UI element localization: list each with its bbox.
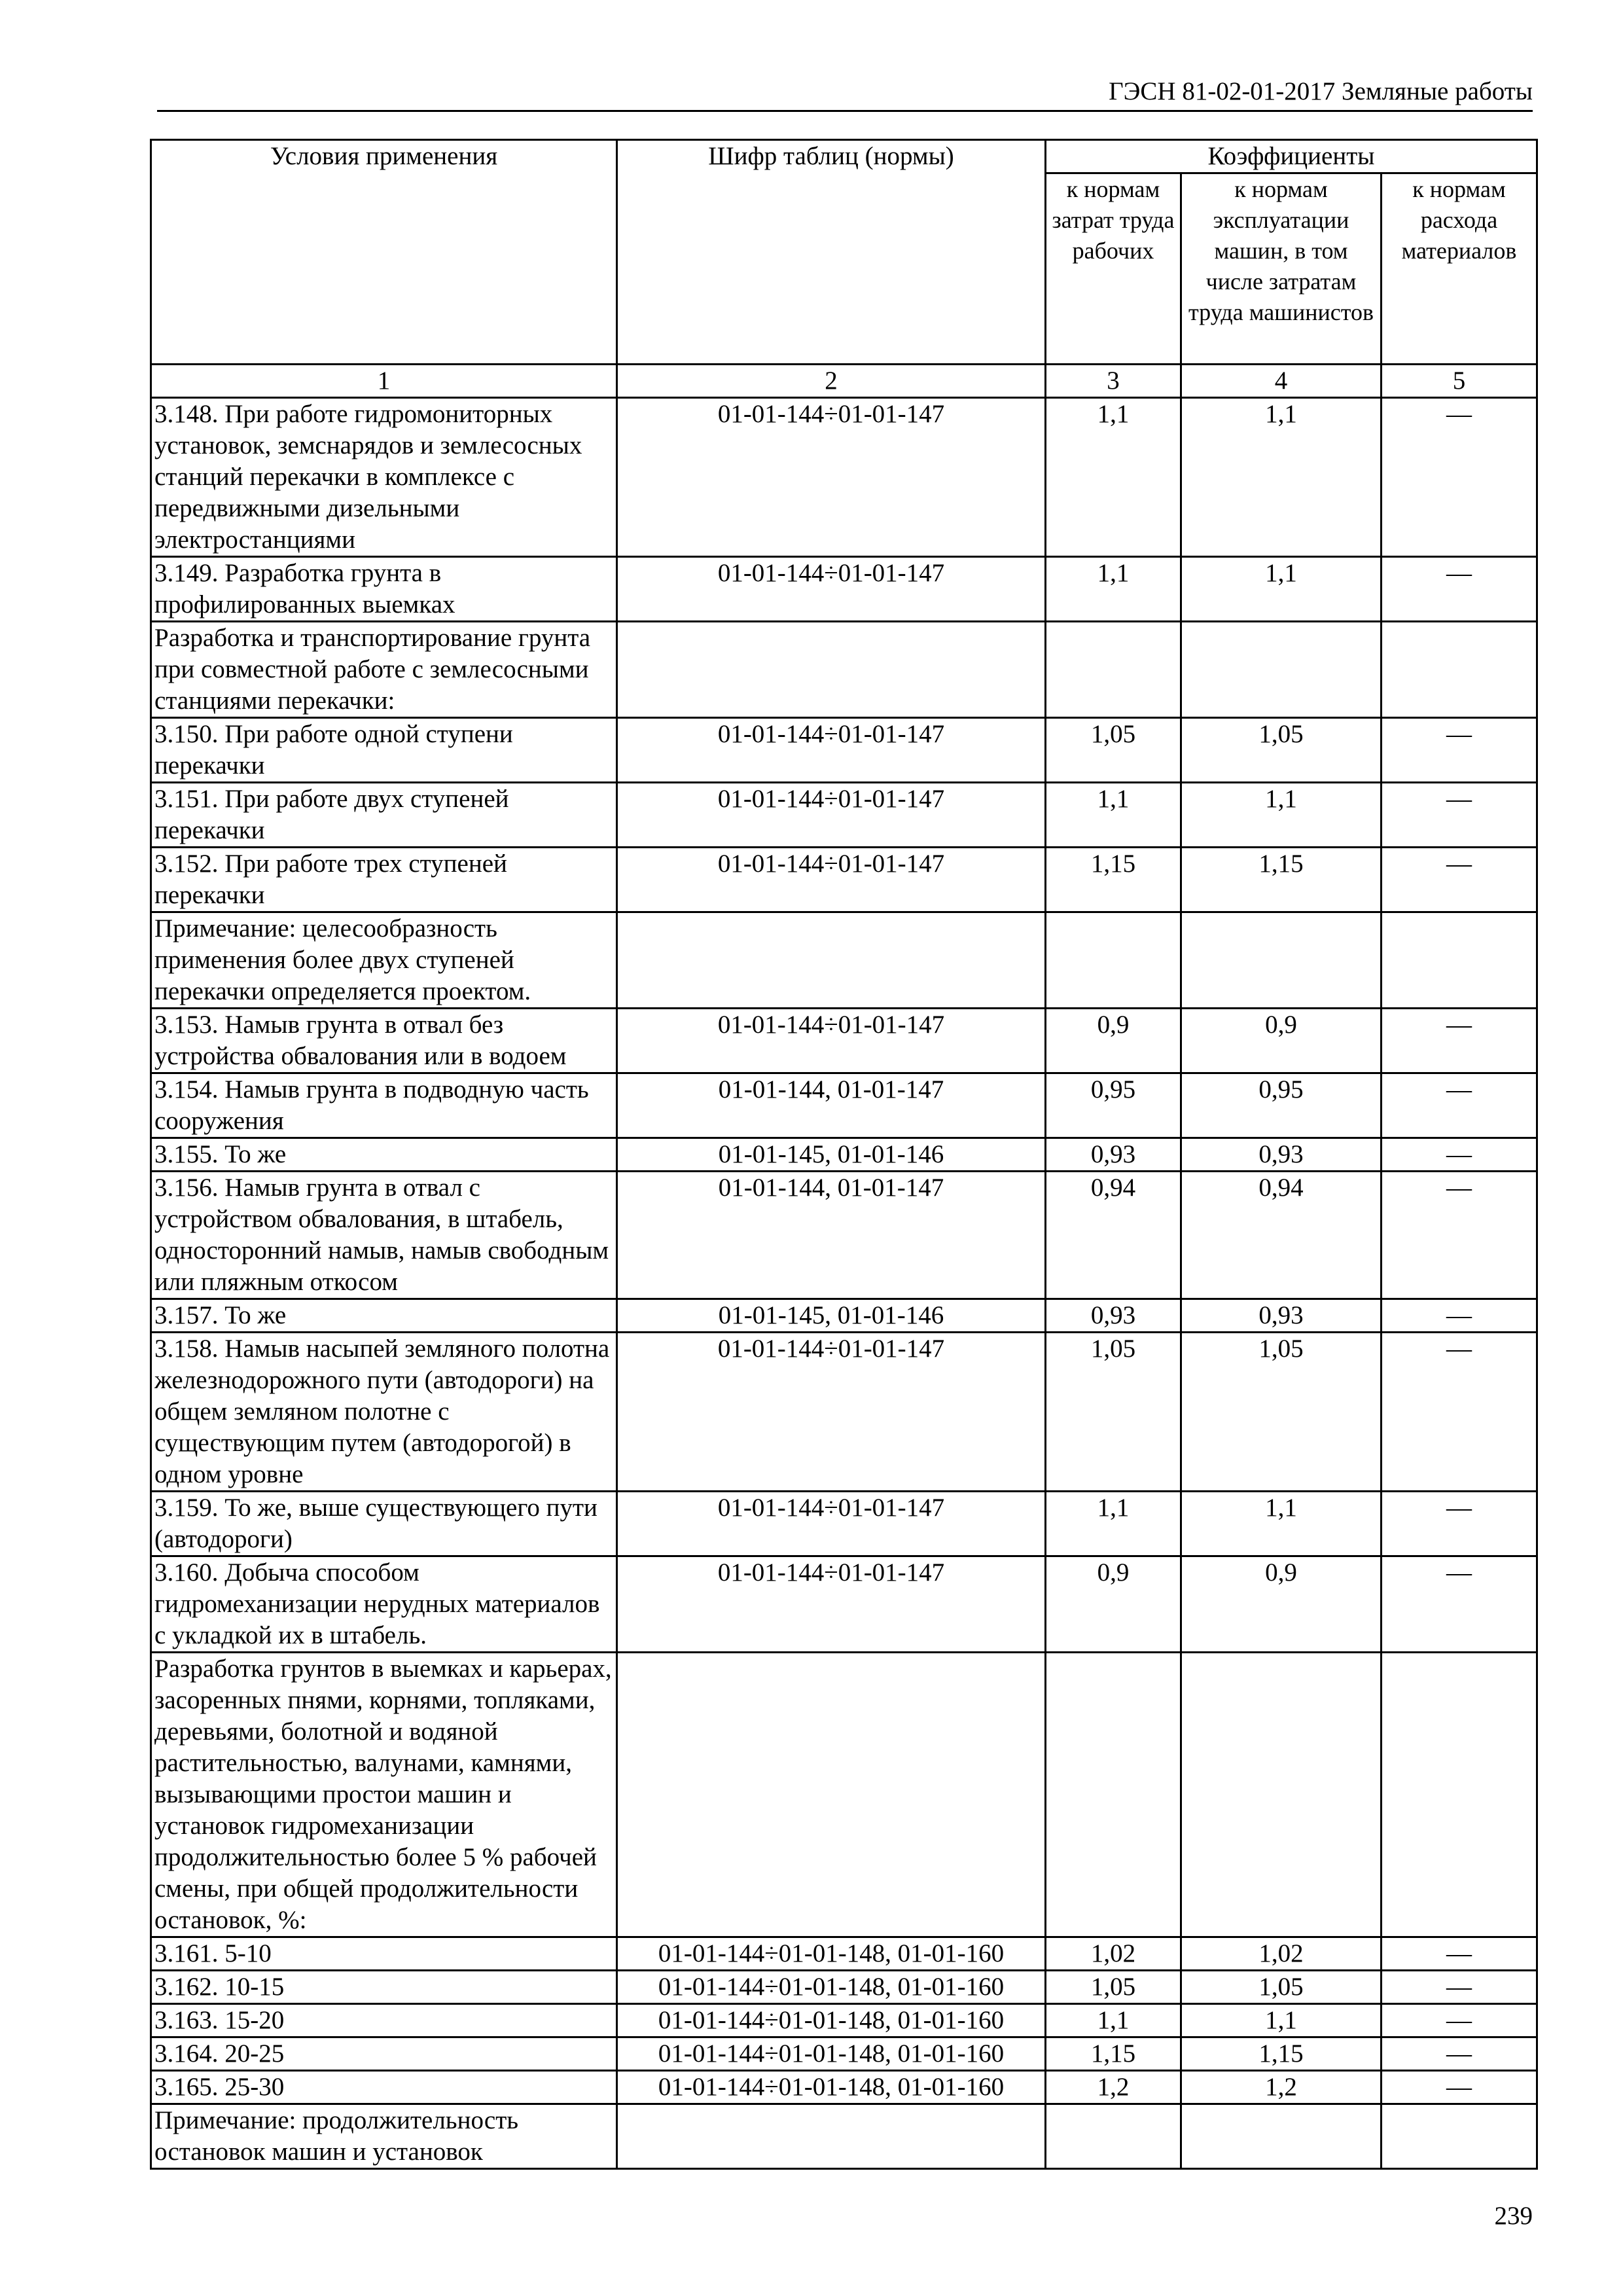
table-row [151, 1937, 1537, 1971]
code-cell: 01-01-145, 01-01-146 [617, 1138, 1046, 1172]
materials-coefficient-cell: — [1382, 1492, 1537, 1556]
materials-coefficient-cell: — [1382, 1556, 1537, 1653]
code-cell: 01-01-144÷01-01-147 [617, 1556, 1046, 1653]
labor-coefficient-cell: 1,05 [1046, 718, 1181, 783]
machines-coefficient-cell: 1,02 [1181, 1937, 1382, 1971]
table-row [151, 1492, 1537, 1556]
materials-coefficient-cell: — [1382, 1073, 1537, 1138]
page-number: 239 [1494, 2202, 1533, 2230]
machines-coefficient-cell [1181, 2104, 1382, 2169]
materials-coefficient-cell: — [1382, 2037, 1537, 2071]
code-cell: 01-01-144÷01-01-147 [617, 848, 1046, 912]
machines-coefficient-cell [1181, 912, 1382, 1009]
condition-cell: 3.160. Добыча способом гидромеханизации нерудных материалов с укладкой их в штабель. [151, 1556, 617, 1653]
machines-coefficient-cell: 0,9 [1181, 1556, 1382, 1653]
table-body [151, 365, 1537, 2169]
condition-cell: 3.159. То же, выше существующего пути (автодороги) [151, 1492, 617, 1556]
labor-coefficient-cell: 1,2 [1046, 2071, 1181, 2104]
condition-cell: 3.153. Намыв грунта в отвал без устройства обвалования или в водоем [151, 1009, 617, 1073]
table-row [151, 1971, 1537, 2004]
header-code: Шифр таблиц (нормы) [617, 140, 1046, 365]
labor-coefficient-cell: 0,94 [1046, 1172, 1181, 1299]
condition-cell: 3.154. Намыв грунта в подводную часть сооружения [151, 1073, 617, 1138]
table-row [151, 557, 1537, 622]
code-cell: 01-01-144÷01-01-147 [617, 398, 1046, 557]
machines-coefficient-cell [1181, 1653, 1382, 1937]
code-cell: 01-01-144÷01-01-148, 01-01-160 [617, 1971, 1046, 2004]
condition-cell: 3.150. При работе одной ступени перекачки [151, 718, 617, 783]
materials-coefficient-cell: — [1382, 2071, 1537, 2104]
condition-cell: 3.163. 15-20 [151, 2004, 617, 2037]
labor-coefficient-cell: 0,95 [1046, 1073, 1181, 1138]
document-title: ГЭСН 81-02-01-2017 Земляные работы [1109, 77, 1533, 105]
labor-coefficient-cell: 1,02 [1046, 1937, 1181, 1971]
condition-cell: 3.149. Разработка грунта в профилированных выемках [151, 557, 617, 622]
table-row [151, 848, 1537, 912]
labor-coefficient-cell: 1,05 [1046, 1971, 1181, 2004]
table-row [151, 2104, 1537, 2169]
table-row [151, 1556, 1537, 1653]
header-coefficients: Коэффициенты [1046, 140, 1537, 173]
condition-cell: 3.152. При работе трех ступеней перекачки [151, 848, 617, 912]
condition-cell: Примечание: продолжительность остановок машин и установок [151, 2104, 617, 2169]
machines-coefficient-cell: 1,1 [1181, 398, 1382, 557]
code-cell: 01-01-144÷01-01-147 [617, 557, 1046, 622]
condition-cell: 3.158. Намыв насыпей земляного полотна железнодорожного пути (автодороги) на общем земляном полотне с существующим путем (автодорогой) в одном уровне [151, 1333, 617, 1492]
materials-coefficient-cell: — [1382, 398, 1537, 557]
machines-coefficient-cell: 1,05 [1181, 1333, 1382, 1492]
machines-coefficient-cell: 1,1 [1181, 1492, 1382, 1556]
labor-coefficient-cell: 0,93 [1046, 1299, 1181, 1333]
code-cell: 01-01-144÷01-01-147 [617, 718, 1046, 783]
materials-coefficient-cell [1382, 912, 1537, 1009]
condition-cell: Разработка грунтов в выемках и карьерах, засоренных пнями, корнями, топляками, деревьями, болотной и водяной растительностью, валунами, камнями, вызывающими простои машин и установок гидромеханизации продолжительностью более 5 % рабочей смены, при общей продолжительности остановок, %: [151, 1653, 617, 1937]
table-row [151, 1009, 1537, 1073]
labor-coefficient-cell [1046, 912, 1181, 1009]
table-row [151, 1138, 1537, 1172]
table-row [151, 2037, 1537, 2071]
materials-coefficient-cell: — [1382, 1333, 1537, 1492]
code-cell: 01-01-144÷01-01-147 [617, 1333, 1046, 1492]
labor-coefficient-cell: 1,1 [1046, 398, 1181, 557]
machines-coefficient-cell: 1,05 [1181, 1971, 1382, 2004]
table-row [151, 1299, 1537, 1333]
code-cell: 01-01-145, 01-01-146 [617, 1299, 1046, 1333]
code-cell: 01-01-144, 01-01-147 [617, 1073, 1046, 1138]
table-row [151, 2004, 1537, 2037]
condition-cell: Примечание: целесообразность применения более двух ступеней перекачки определяется проектом. [151, 912, 617, 1009]
machines-coefficient-cell: 0,9 [1181, 1009, 1382, 1073]
code-cell [617, 622, 1046, 718]
materials-coefficient-cell: — [1382, 1138, 1537, 1172]
labor-coefficient-cell: 1,15 [1046, 2037, 1181, 2071]
machines-coefficient-cell: 0,93 [1181, 1299, 1382, 1333]
condition-cell: 3.161. 5-10 [151, 1937, 617, 1971]
labor-coefficient-cell [1046, 622, 1181, 718]
labor-coefficient-cell: 1,1 [1046, 1492, 1181, 1556]
condition-cell: Разработка и транспортирование грунта при совместной работе с землесосными станциями перекачки: [151, 622, 617, 718]
header-machines: к нормам эксплуатации машин, в том числе затратам труда машинистов [1181, 173, 1382, 365]
table-row [151, 1653, 1537, 1937]
condition-cell: 3.156. Намыв грунта в отвал с устройством обвалования, в штабель, односторонний намыв, намыв свободным или пляжным откосом [151, 1172, 617, 1299]
labor-coefficient-cell [1046, 1653, 1181, 1937]
code-cell [617, 912, 1046, 1009]
machines-coefficient-cell: 1,1 [1181, 2004, 1382, 2037]
machines-coefficient-cell: 1,15 [1181, 848, 1382, 912]
machines-coefficient-cell: 0,95 [1181, 1073, 1382, 1138]
code-cell: 01-01-144÷01-01-148, 01-01-160 [617, 2037, 1046, 2071]
machines-coefficient-cell: 1,1 [1181, 783, 1382, 848]
code-cell [617, 1653, 1046, 1937]
code-cell: 01-01-144÷01-01-147 [617, 1009, 1046, 1073]
table-row [151, 718, 1537, 783]
labor-coefficient-cell: 1,15 [1046, 848, 1181, 912]
materials-coefficient-cell: — [1382, 557, 1537, 622]
table-row [151, 1333, 1537, 1492]
table-row [151, 912, 1537, 1009]
code-cell: 01-01-144, 01-01-147 [617, 1172, 1046, 1299]
condition-cell: 3.151. При работе двух ступеней перекачки [151, 783, 617, 848]
labor-coefficient-cell: 1,1 [1046, 783, 1181, 848]
code-cell: 01-01-144÷01-01-148, 01-01-160 [617, 2004, 1046, 2037]
materials-coefficient-cell: — [1382, 1937, 1537, 1971]
condition-cell: 3.164. 20-25 [151, 2037, 617, 2071]
machines-coefficient-cell: 1,1 [1181, 557, 1382, 622]
condition-cell: 3.157. То же [151, 1299, 617, 1333]
coefficients-table [150, 139, 1538, 2170]
labor-coefficient-cell: 0,9 [1046, 1009, 1181, 1073]
labor-coefficient-cell: 1,05 [1046, 1333, 1181, 1492]
materials-coefficient-cell: — [1382, 2004, 1537, 2037]
table-row [151, 622, 1537, 718]
header-conditions: Условия применения [151, 140, 617, 365]
column-number: 4 [1181, 365, 1382, 398]
materials-coefficient-cell: — [1382, 718, 1537, 783]
code-cell: 01-01-144÷01-01-147 [617, 783, 1046, 848]
table-row [151, 2071, 1537, 2104]
labor-coefficient-cell [1046, 2104, 1181, 2169]
materials-coefficient-cell [1382, 1653, 1537, 1937]
condition-cell: 3.162. 10-15 [151, 1971, 617, 2004]
header-labor: к нормам затрат труда рабочих [1046, 173, 1181, 365]
labor-coefficient-cell: 0,9 [1046, 1556, 1181, 1653]
materials-coefficient-cell: — [1382, 1009, 1537, 1073]
page-header [157, 73, 1533, 112]
materials-coefficient-cell: — [1382, 1172, 1537, 1299]
labor-coefficient-cell: 1,1 [1046, 2004, 1181, 2037]
machines-coefficient-cell: 0,93 [1181, 1138, 1382, 1172]
machines-coefficient-cell: 0,94 [1181, 1172, 1382, 1299]
machines-coefficient-cell [1181, 622, 1382, 718]
header-materials: к нормам расхода материалов [1382, 173, 1537, 365]
materials-coefficient-cell [1382, 2104, 1537, 2169]
materials-coefficient-cell: — [1382, 1299, 1537, 1333]
condition-cell: 3.155. То же [151, 1138, 617, 1172]
code-cell: 01-01-144÷01-01-148, 01-01-160 [617, 2071, 1046, 2104]
condition-cell: 3.148. При работе гидромониторных установок, земснарядов и землесосных станций перекачки в комплексе с передвижными дизельными электростанциями [151, 398, 617, 557]
machines-coefficient-cell: 1,15 [1181, 2037, 1382, 2071]
code-cell: 01-01-144÷01-01-148, 01-01-160 [617, 1937, 1046, 1971]
machines-coefficient-cell: 1,05 [1181, 718, 1382, 783]
column-number: 3 [1046, 365, 1181, 398]
table-row [151, 1073, 1537, 1138]
table-row [151, 783, 1537, 848]
table-row [151, 398, 1537, 557]
column-number: 5 [1382, 365, 1537, 398]
labor-coefficient-cell: 0,93 [1046, 1138, 1181, 1172]
materials-coefficient-cell [1382, 622, 1537, 718]
machines-coefficient-cell: 1,2 [1181, 2071, 1382, 2104]
code-cell [617, 2104, 1046, 2169]
condition-cell: 3.165. 25-30 [151, 2071, 617, 2104]
table-row [151, 1172, 1537, 1299]
labor-coefficient-cell: 1,1 [1046, 557, 1181, 622]
column-number: 1 [151, 365, 617, 398]
materials-coefficient-cell: — [1382, 848, 1537, 912]
column-number-row [151, 365, 1537, 398]
materials-coefficient-cell: — [1382, 783, 1537, 848]
column-number: 2 [617, 365, 1046, 398]
code-cell: 01-01-144÷01-01-147 [617, 1492, 1046, 1556]
materials-coefficient-cell: — [1382, 1971, 1537, 2004]
